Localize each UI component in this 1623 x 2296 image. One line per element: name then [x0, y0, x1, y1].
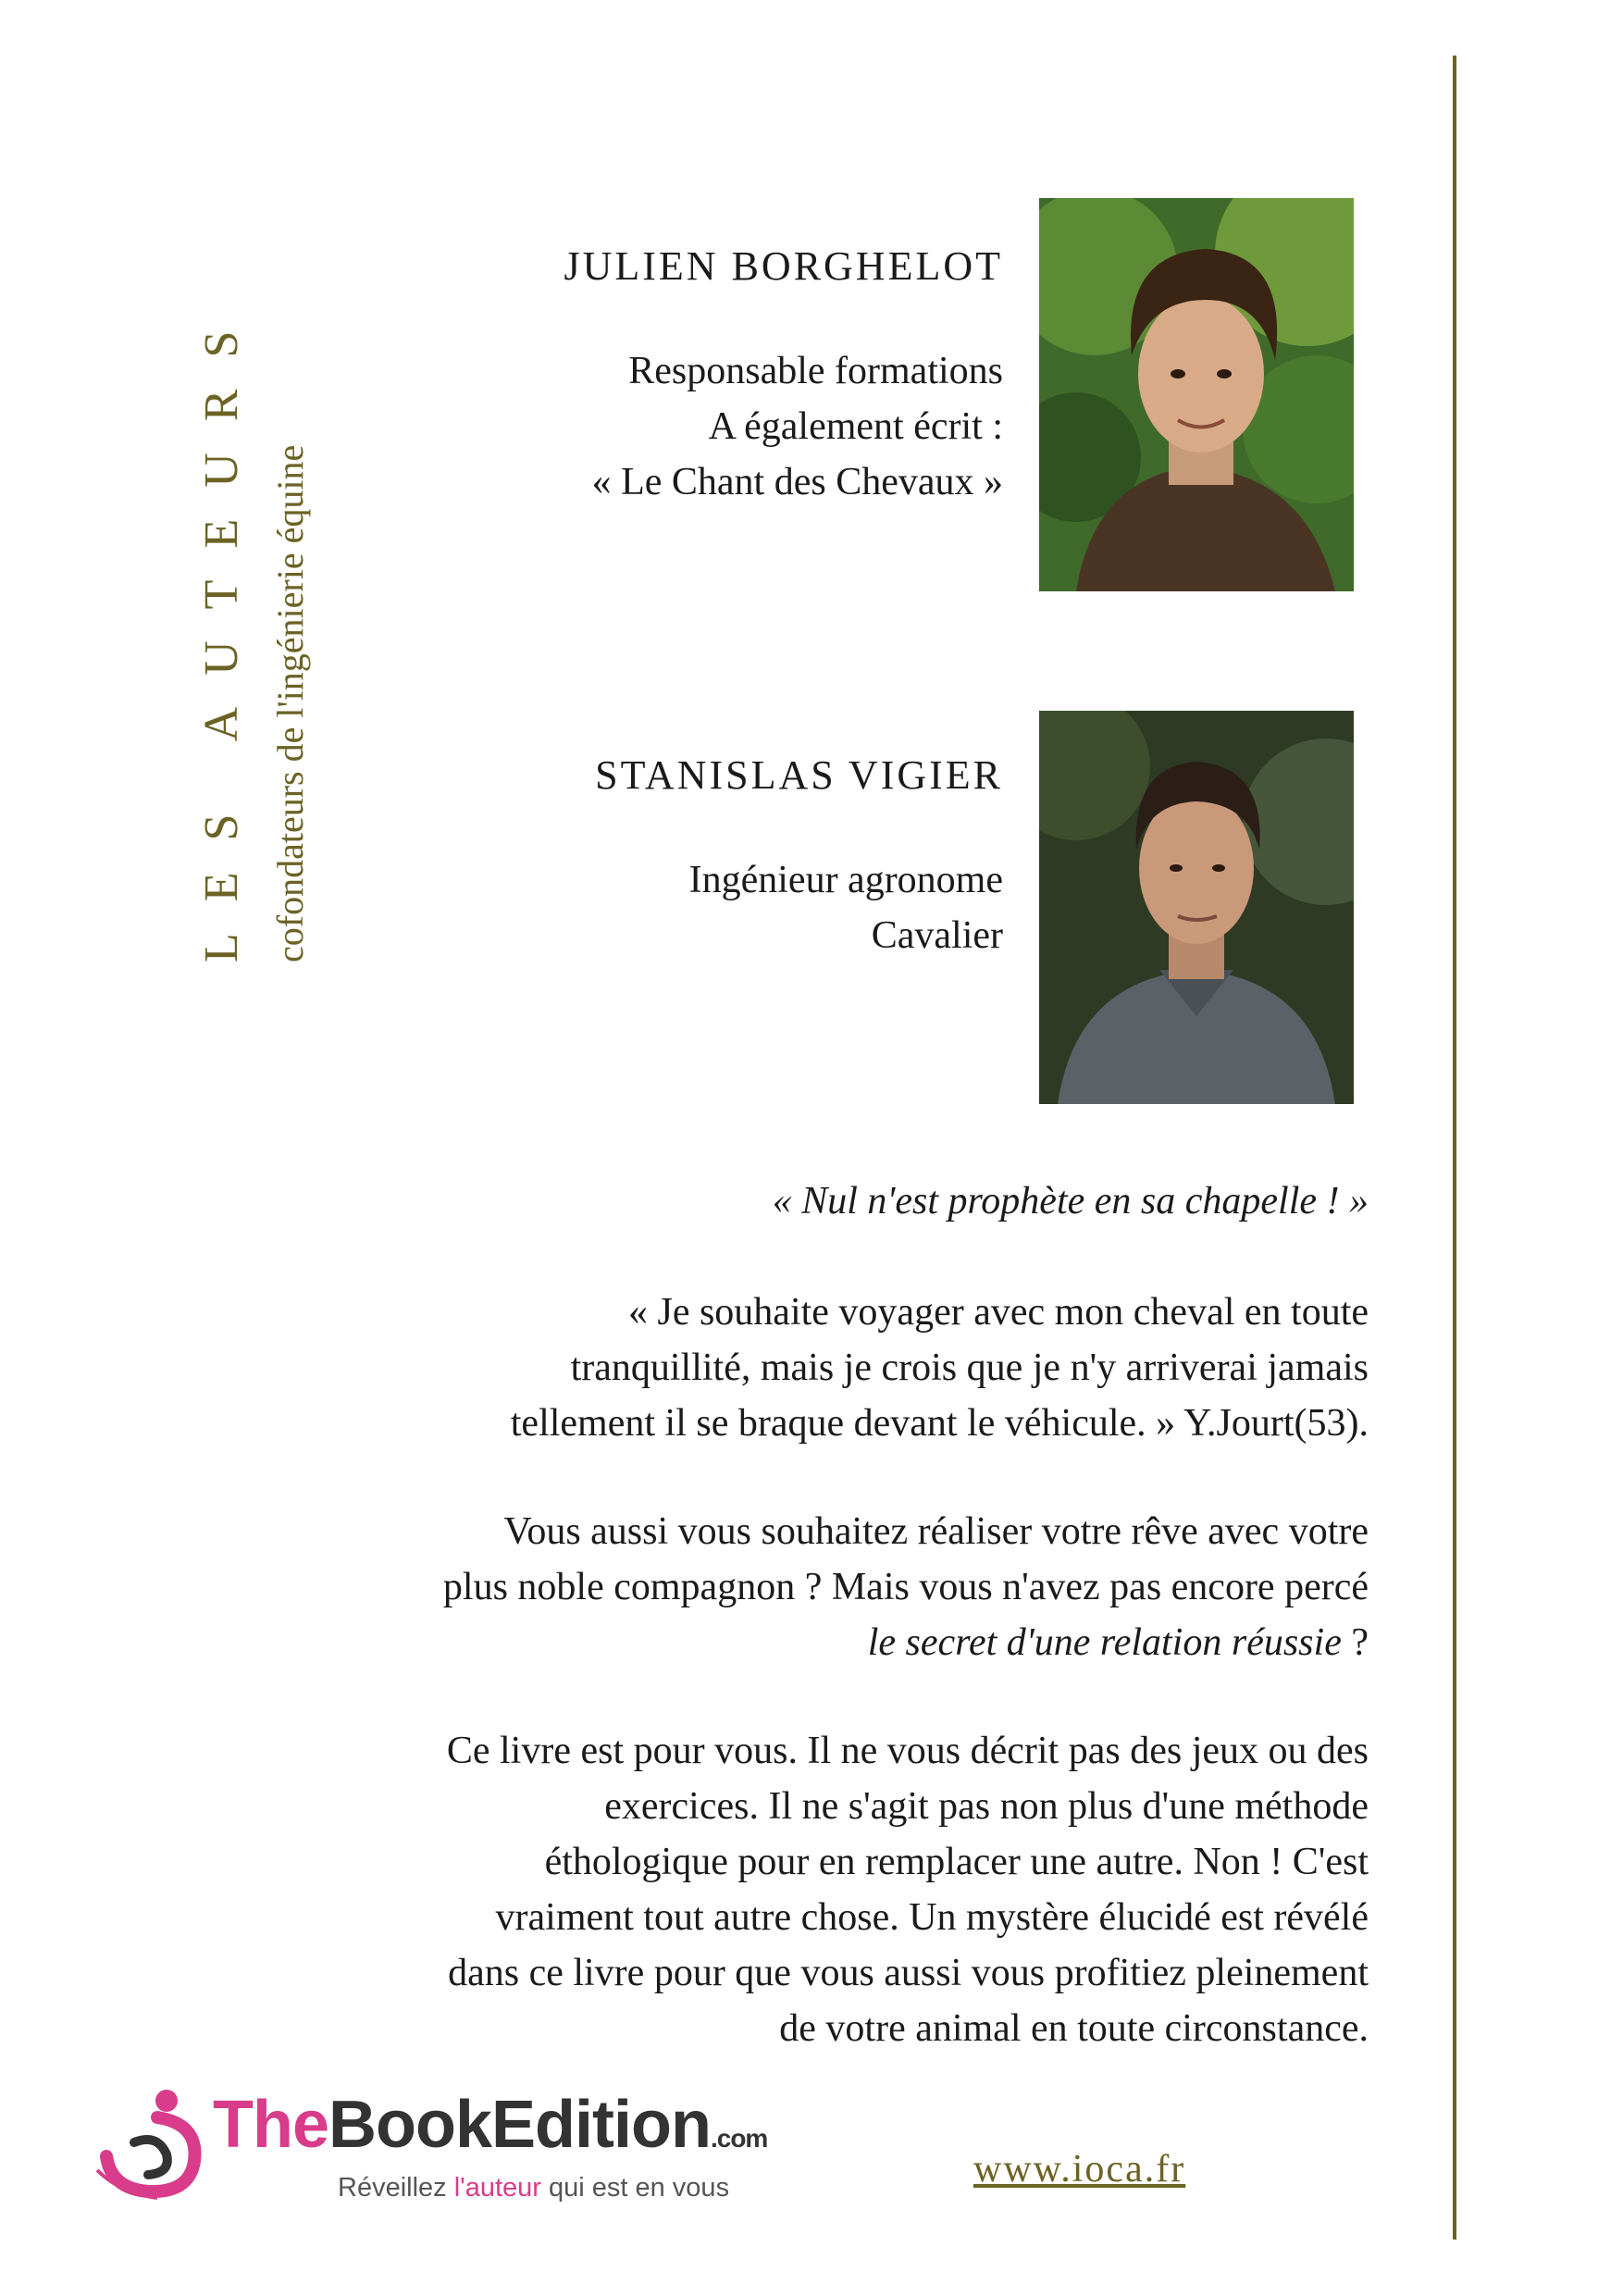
paragraph-2	[447, 1723, 1369, 2056]
paragraph-1	[443, 1504, 1369, 1670]
website-link[interactable]: www.ioca.fr	[973, 2148, 1186, 2191]
author-block-1	[564, 242, 1003, 510]
author-block-2	[595, 751, 1003, 963]
thebookedition-logo	[93, 2082, 768, 2207]
paragraph-end: ?	[1341, 1621, 1369, 1664]
logo-emblem-icon	[93, 2082, 213, 2203]
logo-tagline: Réveillez l'auteur qui est en vous	[338, 2173, 730, 2203]
emphasis-text: le secret d'une relation réussie	[867, 1621, 1342, 1664]
quote-line: « Je souhaite voyager avec mon cheval en toute	[627, 1291, 1369, 1334]
author-line: Cavalier	[871, 914, 1003, 957]
paragraph-line: Ce livre est pour vous. Il ne vous décrit pas des jeux ou des	[446, 1730, 1369, 1772]
author-photo-1	[1039, 198, 1354, 591]
testimonial-quote	[511, 1285, 1369, 1451]
author-line: A également écrit :	[708, 405, 1003, 448]
author-name: STANISLAS VIGIER	[595, 752, 1003, 798]
right-vertical-rule	[1453, 56, 1456, 2240]
paragraph-line: plus noble compagnon ? Mais vous n'avez pas encore percé	[442, 1566, 1369, 1608]
paragraph-line: dans ce livre pour que vous aussi vous profitiez pleinement	[448, 1952, 1369, 1994]
motto: « Nul n'est prophète en sa chapelle ! »	[772, 1180, 1369, 1222]
author-line: Ingénieur agronome	[688, 859, 1003, 901]
author-name: JULIEN BORGHELOT	[564, 243, 1003, 289]
paragraph-line: de votre animal en toute circonstance.	[779, 2007, 1369, 2050]
author-photo-2	[1039, 711, 1354, 1104]
side-title: LES AUTEURS	[195, 299, 248, 962]
quote-line: tranquillité, mais je crois que je n'y arriverai jamais	[570, 1347, 1369, 1389]
quote-line: tellement il se braque devant le véhicule. » Y.Jourt(53).	[510, 1402, 1369, 1445]
logo-wordmark: TheBookEdition.com	[213, 2088, 768, 2162]
paragraph-line	[443, 1615, 1369, 1670]
paragraph-line: exercices. Il ne s'agit pas non plus d'une méthode	[604, 1785, 1369, 1828]
paragraph-line: éthologique pour en remplacer une autre. Non ! C'est	[544, 1841, 1369, 1883]
paragraph-line: Vous aussi vous souhaitez réaliser votre rêve avec votre	[503, 1510, 1369, 1553]
paragraph-line: vraiment tout autre chose. Un mystère élucidé est révélé	[495, 1896, 1369, 1939]
author-line: « Le Chant des Chevaux »	[591, 461, 1003, 503]
author-line: Responsable formations	[628, 350, 1003, 392]
side-subtitle: cofondateurs de l'ingénierie équine	[269, 444, 311, 962]
